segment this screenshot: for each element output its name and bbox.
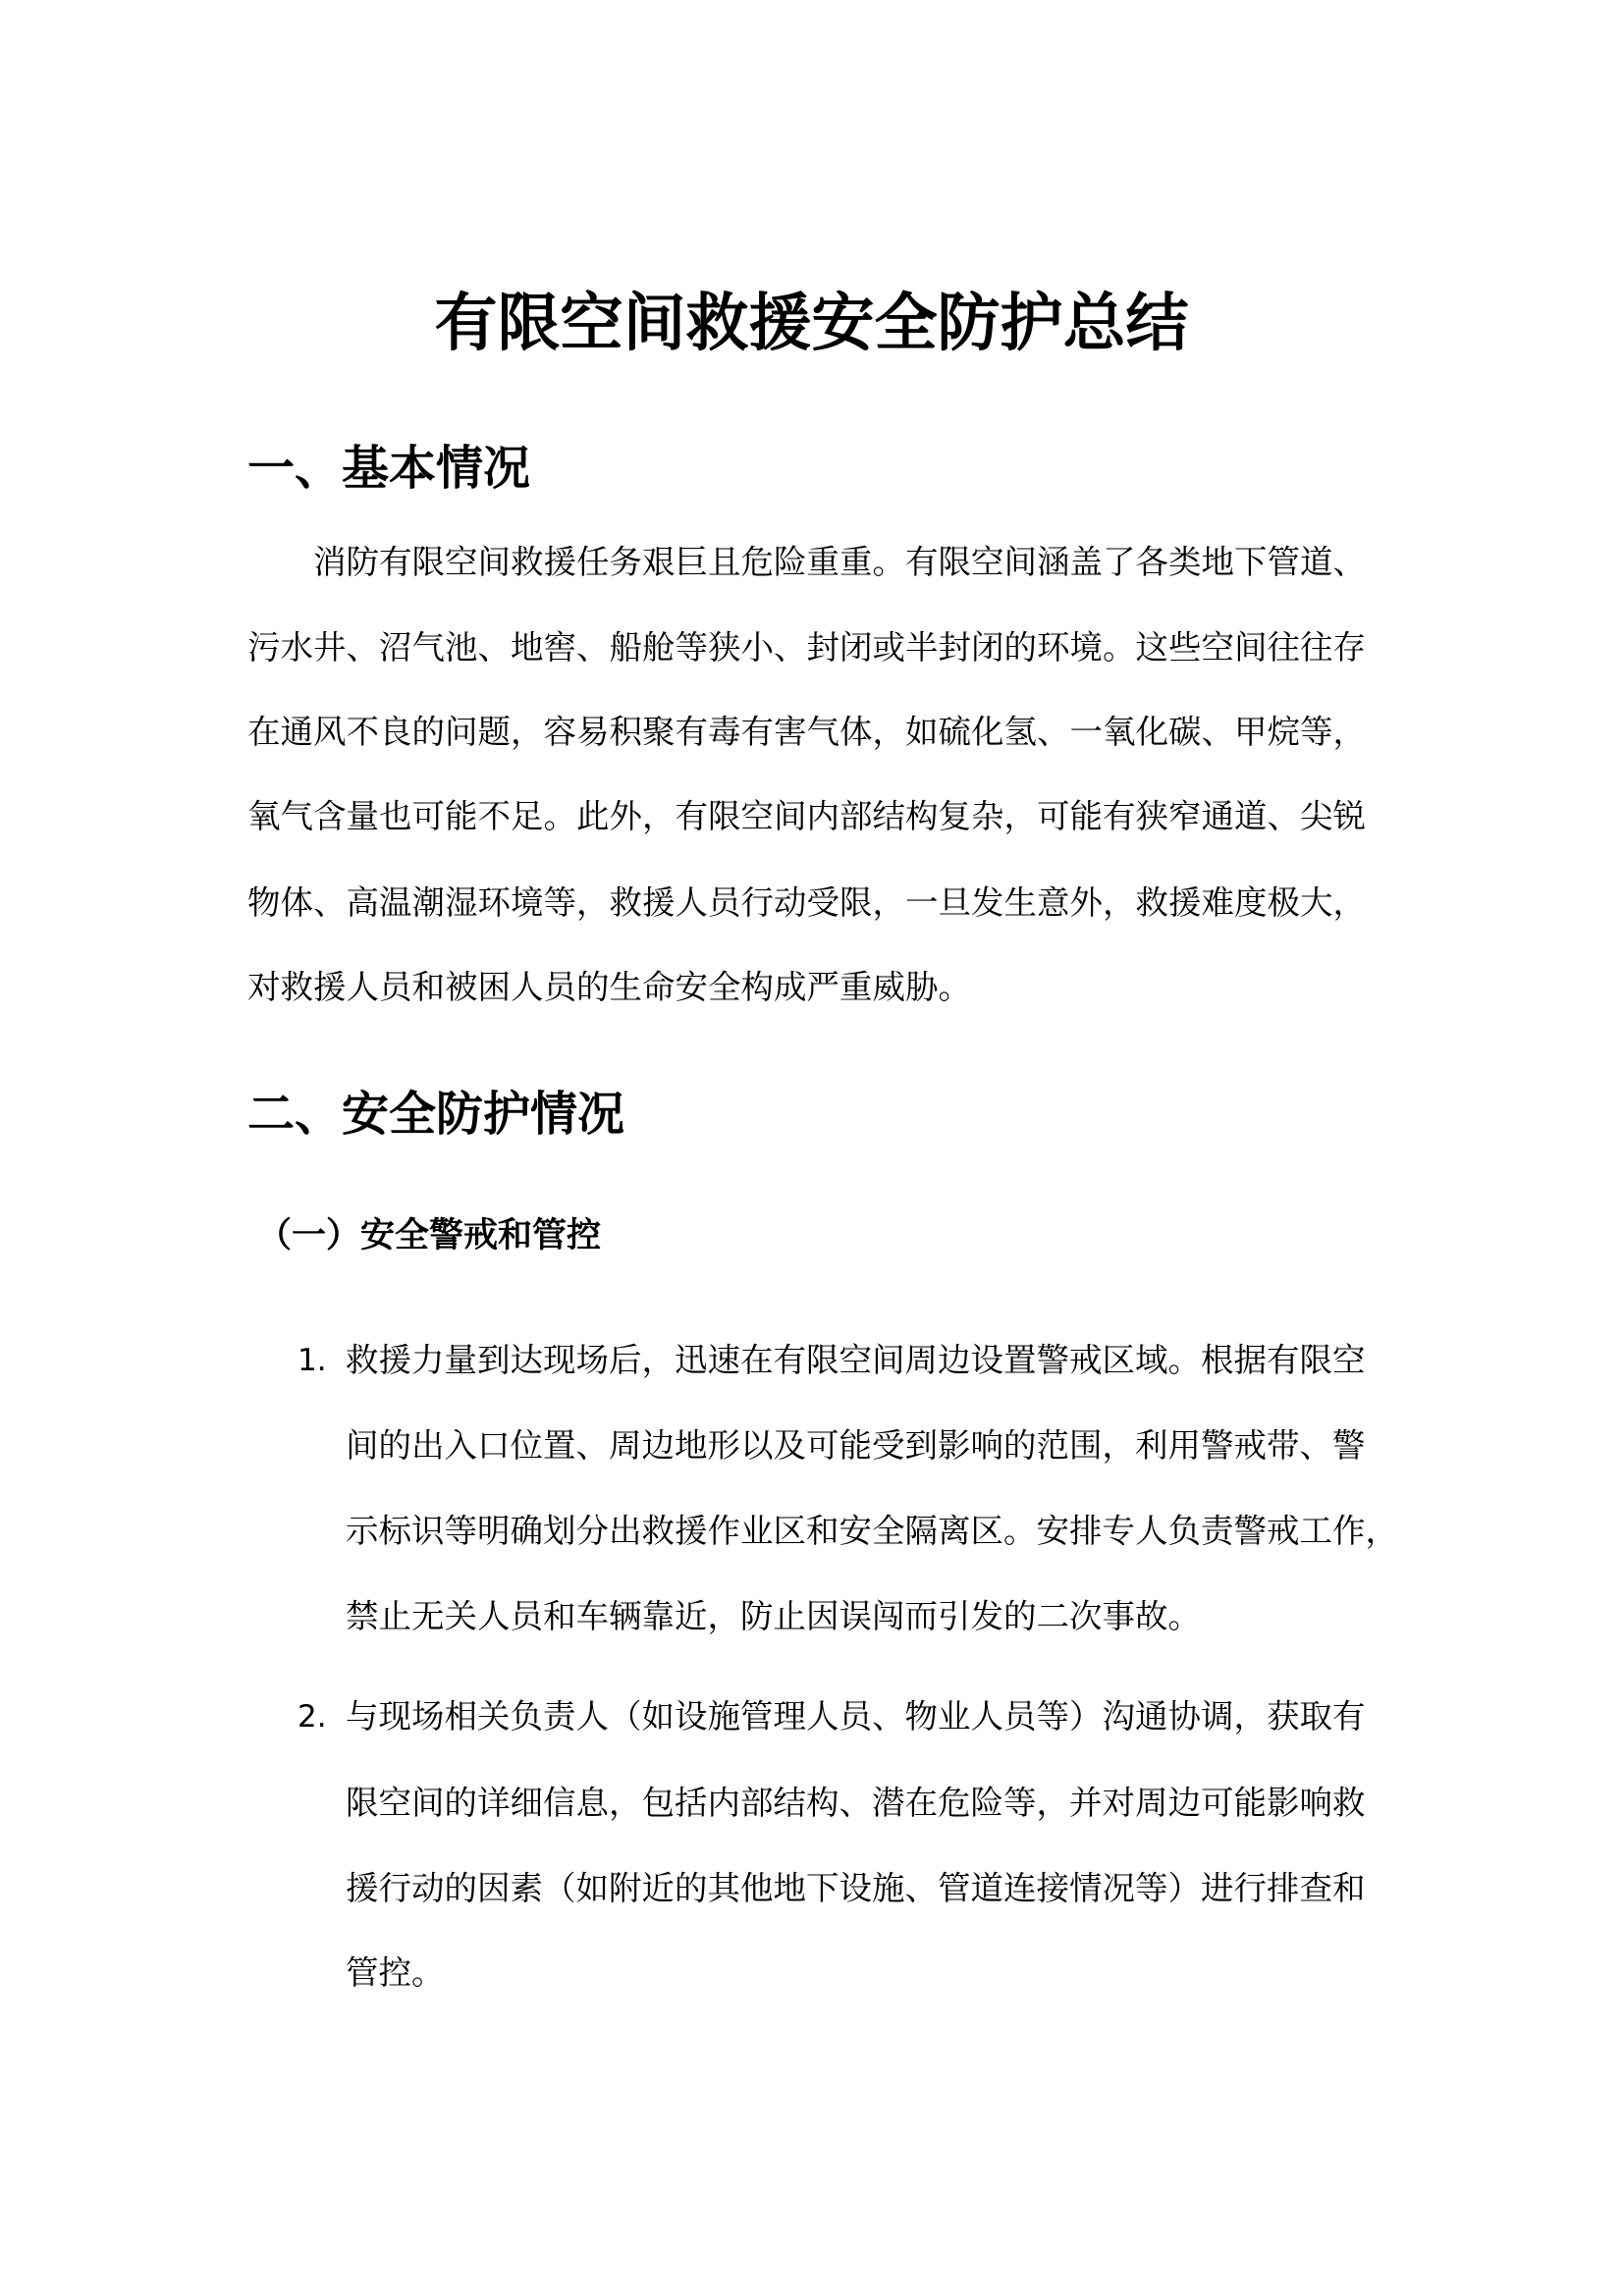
paragraph-line: 消防有限空间救援任务艰巨且危险重重。有限空间涵盖了各类地下管道、: [313, 543, 1366, 581]
list-line: 示标识等明确划分出救援作业区和安全隔离区。安排专人负责警戒工作，: [346, 1512, 1398, 1550]
list-number: 2.: [298, 1699, 327, 1735]
section-heading-basic-situation: 一、基本情况: [247, 441, 531, 496]
list-line: 间的出入口位置、周边地形以及可能受到影响的范围，利用警戒带、警: [346, 1426, 1366, 1465]
list-number: 1.: [298, 1343, 327, 1378]
paragraph-line: 对救援人员和被困人员的生命安全构成严重威胁。: [247, 968, 971, 1006]
list-line: 救援力量到达现场后，迅速在有限空间周边设置警戒区域。根据有限空: [346, 1341, 1366, 1379]
paragraph-line: 物体、高温潮湿环境等，救援人员行动受限，一旦发生意外，救援难度极大，: [247, 883, 1366, 922]
paragraph-line: 氧气含量也可能不足。此外，有限空间内部结构复杂，可能有狭窄通道、尖锐: [247, 797, 1366, 835]
list-line: 限空间的详细信息，包括内部结构、潜在危险等，并对周边可能影响救: [346, 1784, 1366, 1822]
list-line: 禁止无关人员和车辆靠近，防止因误闯而引发的二次事故。: [346, 1597, 1201, 1635]
subsection-heading-security-cordon: （一）安全警戒和管控: [257, 1216, 602, 1255]
document-title: 有限空间救援安全防护总结: [434, 288, 1189, 360]
paragraph-line: 在通风不良的问题，容易积聚有毒有害气体，如硫化氢、一氧化碳、甲烷等，: [247, 713, 1366, 751]
list-line: 管控。: [346, 1953, 445, 1992]
list-line: 与现场相关负责人（如设施管理人员、物业人员等）沟通协调，获取有: [346, 1697, 1366, 1735]
section-heading-safety-protection: 二、安全防护情况: [247, 1087, 625, 1142]
list-line: 援行动的因素（如附近的其他地下设施、管道连接情况等）进行排查和: [346, 1869, 1366, 1907]
paragraph-line: 污水井、沼气池、地窖、船舱等狭小、封闭或半封闭的环境。这些空间往往存: [247, 628, 1366, 667]
